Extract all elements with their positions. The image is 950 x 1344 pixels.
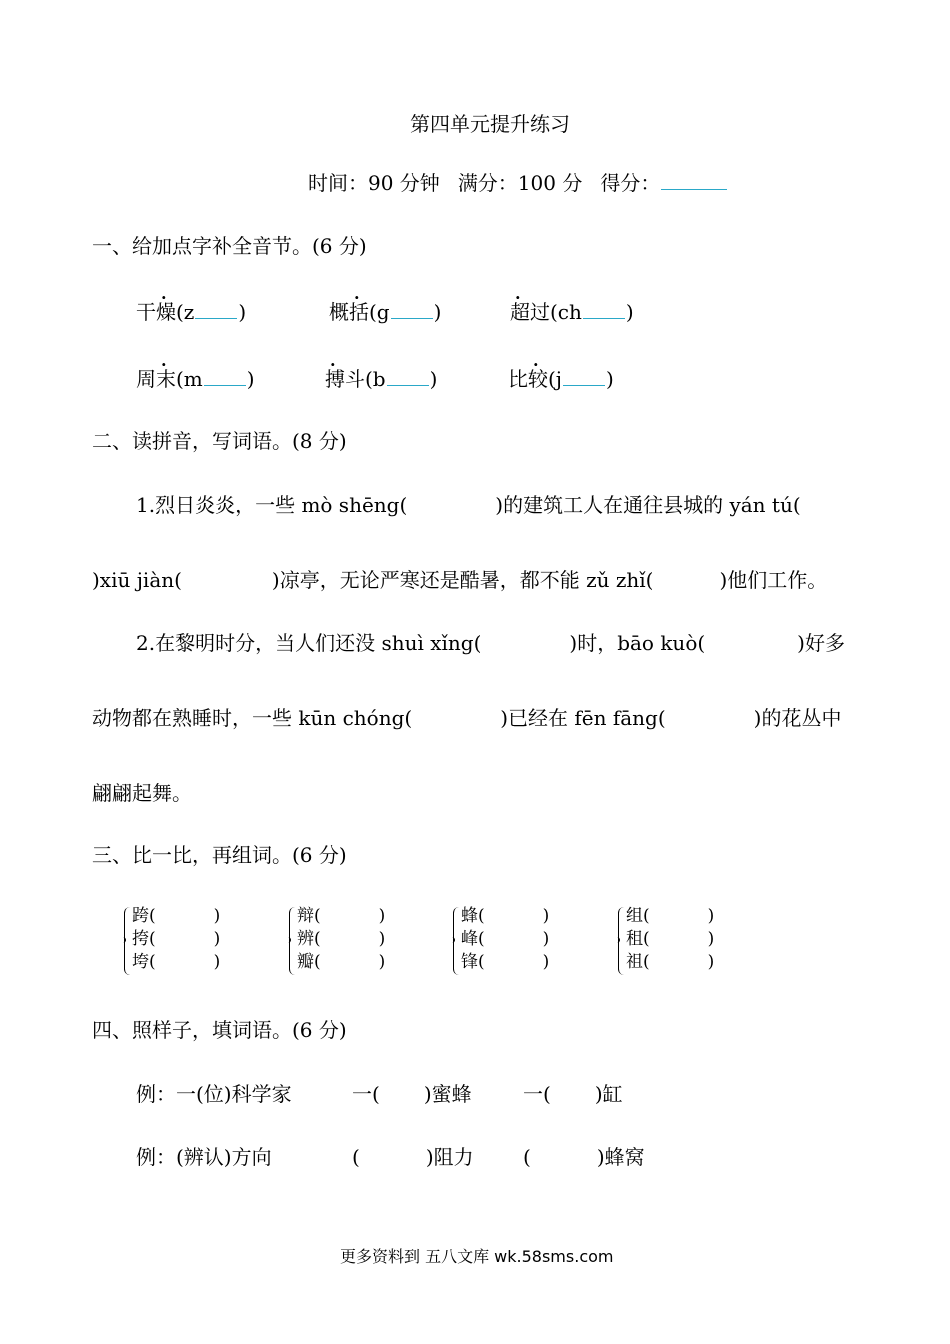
s2-p1-line1: 1.烈日炎炎，一些 mò shēng( )的建筑工人在通往县城的 yán tú( <box>136 493 801 517</box>
answer-blank[interactable] <box>195 300 237 319</box>
answer-blank[interactable] <box>387 367 429 386</box>
s1-item-3: . 超过(ch ) <box>510 284 634 324</box>
s1-item-1: 干 . 燥(z ) <box>136 284 247 324</box>
section-2-heading: 二、读拼音，写词语。(8 分) <box>92 429 347 453</box>
section-1-heading: 一、给加点字补全音节。(6 分) <box>92 234 367 258</box>
time-label: 时间：90 分钟 <box>308 171 440 195</box>
score-label: 得分： <box>600 171 661 195</box>
s4-item-3: ( )阻力 <box>352 1145 474 1169</box>
s4-example-2: 例：(辨认)方向 <box>136 1145 272 1169</box>
section-3-heading: 三、比一比，再组词。(6 分) <box>92 843 347 867</box>
s2-p2-line2: 动物都在熟睡时，一些 kūn chóng( )已经在 fēn fāng( )的花丛中 <box>92 706 842 730</box>
s4-example-1: 例：一(位)科学家 <box>136 1082 292 1106</box>
answer-blank[interactable] <box>204 367 246 386</box>
s1-item-2: 概 . 括(g ) <box>329 284 442 324</box>
full-score-label: 满分：100 分 <box>457 171 583 195</box>
page-title: 第四单元提升练习 <box>410 112 570 136</box>
section-4-heading: 四、照样子，填词语。(6 分) <box>92 1018 347 1042</box>
s2-p2-line1: 2.在黎明时分，当人们还没 shuì xǐng( )时，bāo kuò( )好多 <box>136 631 845 655</box>
char-group-1: 跨( ) 挎( ) 垮( ) <box>124 905 220 974</box>
s2-p1-line2: )xiū jiàn( )凉亭，无论严寒还是酷暑，都不能 zǔ zhǐ( )他们工作。 <box>92 568 828 592</box>
s2-p2-line3: 翩翩起舞。 <box>92 781 192 805</box>
char-group-2: 辩( ) 辨( ) 瓣( ) <box>289 905 385 974</box>
meta-line <box>308 171 728 195</box>
footer-text: 更多资料到 五八文库 wk.58sms.com <box>340 1247 614 1266</box>
s1-item-4: 周 . 末(m ) <box>136 351 255 391</box>
s4-item-4: ( )蜂窝 <box>523 1145 645 1169</box>
brace-icon <box>453 907 462 975</box>
s1-item-5: . 搏斗(b ) <box>325 351 438 391</box>
answer-blank[interactable] <box>583 300 625 319</box>
char-group-4: 组( ) 租( ) 祖( ) <box>618 905 714 974</box>
s4-item-1: 一( )蜜蜂 <box>352 1082 472 1106</box>
answer-blank[interactable] <box>391 300 433 319</box>
s4-item-2: 一( )缸 <box>523 1082 623 1106</box>
brace-icon <box>124 907 133 975</box>
brace-icon <box>618 907 627 975</box>
score-blank[interactable] <box>661 171 727 190</box>
char-group-3: 蜂( ) 峰( ) 锋( ) <box>453 905 549 974</box>
brace-icon <box>289 907 298 975</box>
answer-blank[interactable] <box>563 367 605 386</box>
s1-item-6: 比 . 较(j ) <box>508 351 614 391</box>
